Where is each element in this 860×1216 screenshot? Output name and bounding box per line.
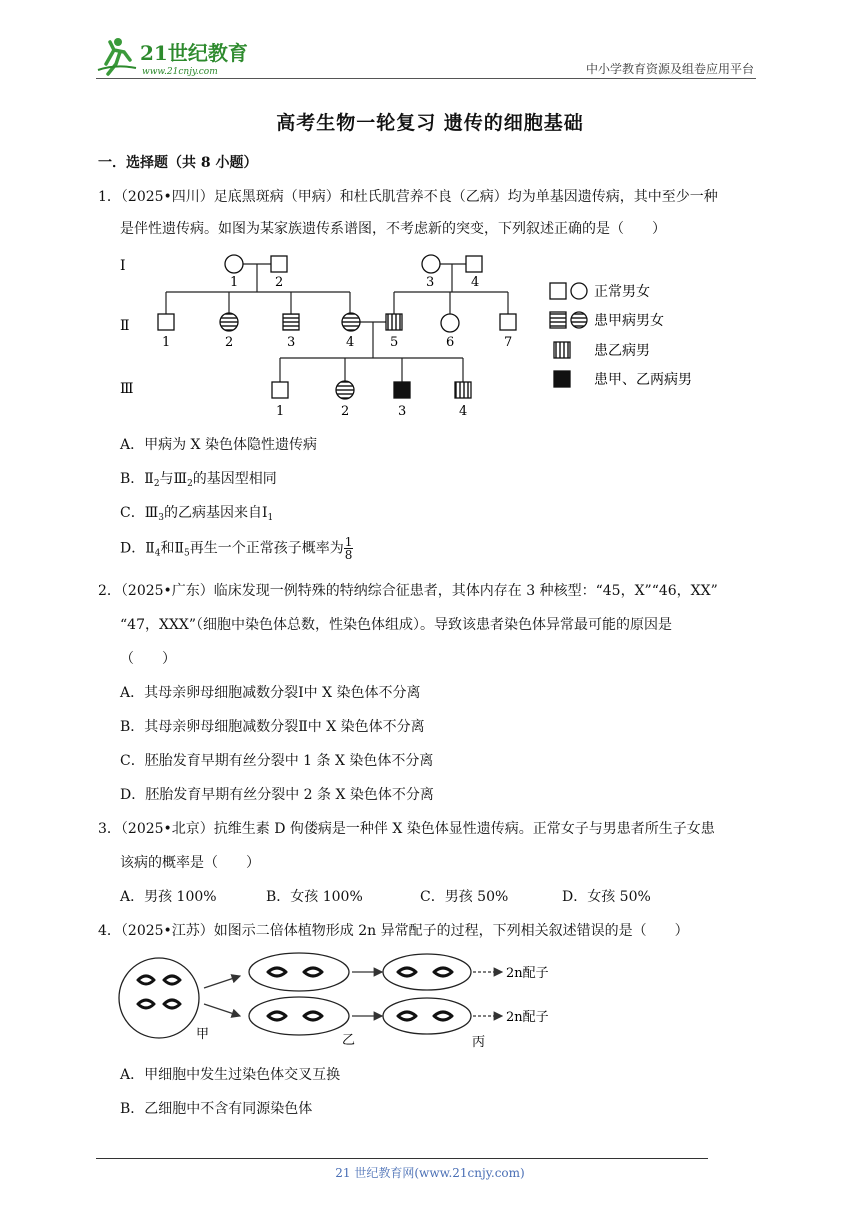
- gen2-male-5: [386, 314, 402, 330]
- gen2-num-4: 4: [346, 335, 355, 350]
- q3-option-c: C．男孩 50%: [420, 889, 509, 905]
- q1-option-a: A．甲病为 X 染色体隐性遗传病: [120, 437, 317, 453]
- q2-stem-line2: “47，XXX”（细胞中染色体总数，性染色体组成）。导致该患者染色体异常最可能的原因是: [120, 617, 673, 633]
- q2-option-d: D．胚胎发育早期有丝分裂中 2 条 X 染色体不分离: [120, 787, 434, 803]
- runner-icon: [98, 38, 136, 74]
- header-divider: [96, 78, 756, 79]
- q1-option-d: D．$Ⅱ_4$和$Ⅱ_5$再生一个正常孩子概率为 $\frac{1}{8}$: [120, 535, 353, 562]
- gen3-num-4: 4: [459, 404, 468, 419]
- label-jia: 甲: [196, 1027, 210, 1042]
- meiosis-diagram: [116, 948, 576, 1048]
- legend-label-normal: 正常男女: [594, 284, 650, 300]
- cell-jia: [119, 958, 199, 1038]
- q2-stem-line3: （ ）: [120, 651, 176, 667]
- gen-label-2: Ⅱ: [120, 318, 130, 334]
- gamete-label-2: 2n配子: [506, 1010, 549, 1025]
- gen3-num-1: 1: [276, 404, 285, 419]
- gen3-num-2: 2: [341, 404, 350, 419]
- q2-option-a: A．其母亲卵母细胞减数分裂Ⅰ中 X 染色体不分离: [120, 685, 421, 701]
- gen2-num-7: 7: [504, 335, 513, 350]
- legend-yi-male: [554, 342, 570, 358]
- legend-normal-female: [571, 283, 587, 299]
- q1-option-c: C．$Ⅲ_3$的乙病基因来自$Ⅰ_1$: [120, 505, 274, 523]
- logo-text: 21世纪教育: [140, 41, 248, 65]
- header-platform-text: 中小学教育资源及组卷应用平台: [585, 62, 754, 76]
- gen2-num-3: 3: [287, 335, 296, 350]
- q2-option-c: C．胚胎发育早期有丝分裂中 1 条 X 染色体不分离: [120, 753, 434, 769]
- gen1-num-4: 4: [471, 275, 480, 290]
- gen3-male-1: [272, 382, 288, 398]
- q4-option-b: B．乙细胞中不含有同源染色体: [120, 1101, 313, 1117]
- gen1-female-3: [422, 255, 440, 273]
- gen2-female-4: [342, 313, 360, 331]
- gen3-female-2: [336, 381, 354, 399]
- pedigree-chart: [110, 248, 710, 424]
- q1-option-b: B．$Ⅱ_2$与$Ⅲ_2$的基因型相同: [120, 471, 277, 489]
- footer-link[interactable]: 21 世纪教育网(www.21cnjy.com): [335, 1166, 525, 1180]
- cell-yi: [249, 997, 349, 1035]
- gen1-female-1: [225, 255, 243, 273]
- q1-stem-line1: 1．（2025•四川）足底黑斑病（甲病）和杜氏肌营养不良（乙病）均为单基因遗传病，其中至少一种: [98, 189, 718, 205]
- gen2-male-7: [500, 314, 516, 330]
- gen2-num-1: 1: [162, 335, 171, 350]
- q2-stem-line1: 2．（2025•广东）临床发现一例特殊的特纳综合征患者，其体内存在 3 种核型：“45，X”“46，XX”: [98, 583, 718, 599]
- legend-jia-female: [571, 312, 587, 328]
- gen2-female-2: [220, 313, 238, 331]
- gen3-male-3: [394, 382, 410, 398]
- legend-label-yi: 患乙病男: [594, 343, 650, 359]
- gen2-male-3: [283, 314, 299, 330]
- q4-stem-line1: 4．（2025•江苏）如图示二倍体植物形成 2n 异常配子的过程，下列相关叙述错误的是（ ）: [98, 923, 689, 939]
- gen2-male-1: [158, 314, 174, 330]
- gen1-male-4: [466, 256, 482, 272]
- gen2-num-5: 5: [390, 335, 399, 350]
- gen1-num-3: 3: [426, 275, 435, 290]
- footer-divider: [96, 1158, 708, 1159]
- gen2-num-6: 6: [446, 335, 455, 350]
- q4-option-a: A．甲细胞中发生过染色体交叉互换: [120, 1067, 341, 1083]
- gen3-num-3: 3: [398, 404, 407, 419]
- q3-option-b: B．女孩 100%: [266, 889, 363, 905]
- site-logo: [96, 34, 266, 78]
- gen1-male-2: [271, 256, 287, 272]
- legend-both-male: [554, 371, 570, 387]
- label-yi: 乙: [342, 1033, 356, 1048]
- q3-stem-line1: 3．（2025•北京）抗维生素 D 佝偻病是一种伴 X 染色体显性遗传病。正常女子与男患者所生子女患: [98, 821, 715, 837]
- legend-jia-male: [550, 312, 566, 328]
- gen-label-1: Ⅰ: [120, 258, 126, 274]
- gen1-num-1: 1: [230, 275, 239, 290]
- label-bing: 丙: [472, 1035, 486, 1048]
- q3-option-d: D．女孩 50%: [562, 889, 651, 905]
- fraction-one-eighth: $\frac{1}{8}$: [344, 535, 353, 562]
- gen-label-3: Ⅲ: [120, 381, 134, 397]
- gen3-male-4: [455, 382, 471, 398]
- q2-option-b: B．其母亲卵母细胞减数分裂Ⅱ中 X 染色体不分离: [120, 719, 425, 735]
- gamete-label-1: 2n配子: [506, 966, 549, 981]
- page-title: 高考生物一轮复习 遗传的细胞基础: [276, 112, 584, 134]
- gen2-female-6: [441, 314, 459, 332]
- cell-bing: [383, 998, 471, 1034]
- legend-label-jia: 患甲病男女: [594, 313, 664, 329]
- cell-right-upper: [383, 954, 471, 990]
- gen1-num-2: 2: [275, 275, 284, 290]
- legend-label-both: 患甲、乙两病男: [594, 372, 692, 388]
- section-heading: 一．选择题（共 8 小题）: [98, 155, 258, 171]
- q3-option-a: A．男孩 100%: [120, 889, 217, 905]
- gen2-num-2: 2: [225, 335, 234, 350]
- q1-stem-line2: 是伴性遗传病。如图为某家族遗传系谱图，不考虑新的突变，下列叙述正确的是（ ）: [120, 221, 666, 237]
- legend-normal-male: [550, 283, 566, 299]
- q3-stem-line2: 该病的概率是（ ）: [120, 855, 260, 871]
- cell-upper: [249, 953, 349, 991]
- logo-url: www.21cnjy.com: [142, 67, 218, 77]
